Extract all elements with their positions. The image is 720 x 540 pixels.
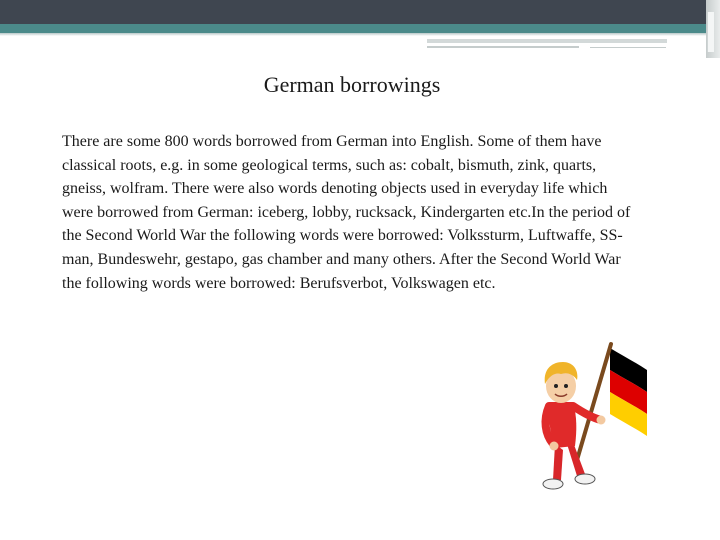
boy-figure xyxy=(543,362,606,489)
decor-line xyxy=(427,39,667,43)
slide-body-text: There are some 800 words borrowed from German into English. Some of them have classical roots, e.g. in some geological terms, such as: cobalt, bismuth, zink, quarts, gneiss, wolfram. There were also words denoting objects used in everyday life which were borrowed from German: iceberg, lobby, rucksack, Kindergarten etc.In the period of the Second World War the following words were borrowed: Volkssturm, Luftwaffe, SS-man, Bundeswehr, gestapo, gas chamber and many others. After the Second World War the following words were borrowed: Berufsverbot, Volkswagen etc. xyxy=(62,133,631,292)
slide-title: German borrowings xyxy=(263,72,441,97)
top-decor-bar xyxy=(0,0,706,24)
right-edge-inner-decor xyxy=(707,12,714,52)
decor-line xyxy=(590,47,666,48)
decor-line xyxy=(427,46,579,48)
flagpole xyxy=(577,344,611,460)
german-flag-icon xyxy=(610,348,647,436)
boy-with-german-flag-icon xyxy=(497,334,665,504)
top-accent-bar xyxy=(0,24,706,33)
top-bar-shadow xyxy=(0,33,706,36)
